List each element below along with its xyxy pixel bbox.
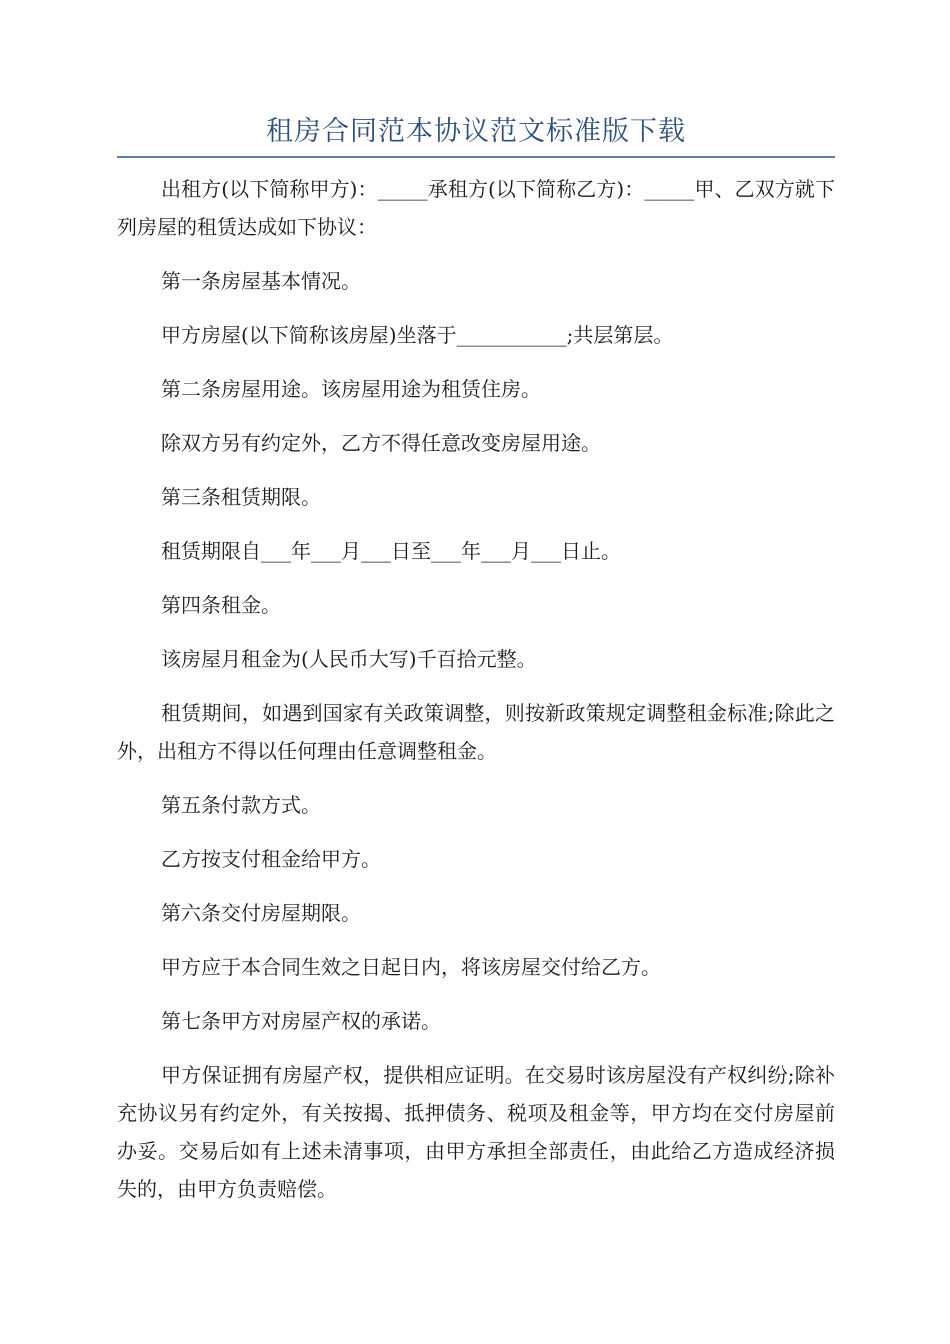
paragraph-article-1: 第一条房屋基本情况。 [161, 269, 361, 293]
paragraph-delivery: 甲方应于本合同生效之日起日内，将该房屋交付给乙方。 [161, 955, 661, 979]
paragraph-article-4: 第四条租金。 [161, 593, 281, 617]
title-block [117, 112, 835, 158]
paragraph-term: 租赁期限自___年___月___日至___年___月___日止。 [161, 539, 621, 563]
paragraph-usage: 除双方另有约定外，乙方不得任意改变房屋用途。 [161, 431, 601, 455]
paragraph-article-6: 第六条交付房屋期限。 [161, 901, 361, 925]
paragraph-ownership: 甲方保证拥有房屋产权，提供相应证明。在交易时该房屋没有产权纠纷;除补充协议另有约定外，有关按揭、抵押债务、税项及租金等，甲方均在交付房屋前办妥。交易后如有上述未清事项，由甲方承担全部责任，由此给乙方造成经济损失的，由甲方负责赔偿。 [117, 1063, 835, 1201]
paragraph-payment: 乙方按支付租金给甲方。 [161, 847, 381, 871]
paragraph-article-5: 第五条付款方式。 [161, 793, 321, 817]
paragraph-article-2: 第二条房屋用途。该房屋用途为租赁住房。 [161, 377, 541, 401]
paragraph-rent-amount: 该房屋月租金为(人民币大写)千百拾元整。 [161, 647, 537, 671]
paragraph-article-3: 第三条租赁期限。 [161, 485, 321, 509]
paragraph-article-7: 第七条甲方对房屋产权的承诺。 [161, 1009, 441, 1033]
paragraph-rent-adjustment: 租赁期间，如遇到国家有关政策调整，则按新政策规定调整租金标准;除此之外，出租方不得以任何理由任意调整租金。 [117, 701, 835, 763]
document-title: 租房合同范本协议范文标准版下载 [266, 116, 686, 147]
paragraph-parties: 出租方(以下简称甲方)：_____承租方(以下简称乙方)：_____甲、乙双方就下列房屋的租赁达成如下协议： [117, 177, 835, 239]
document-body [117, 170, 835, 1224]
paragraph-location: 甲方房屋(以下简称该房屋)坐落于___________;共层第层。 [161, 323, 674, 347]
